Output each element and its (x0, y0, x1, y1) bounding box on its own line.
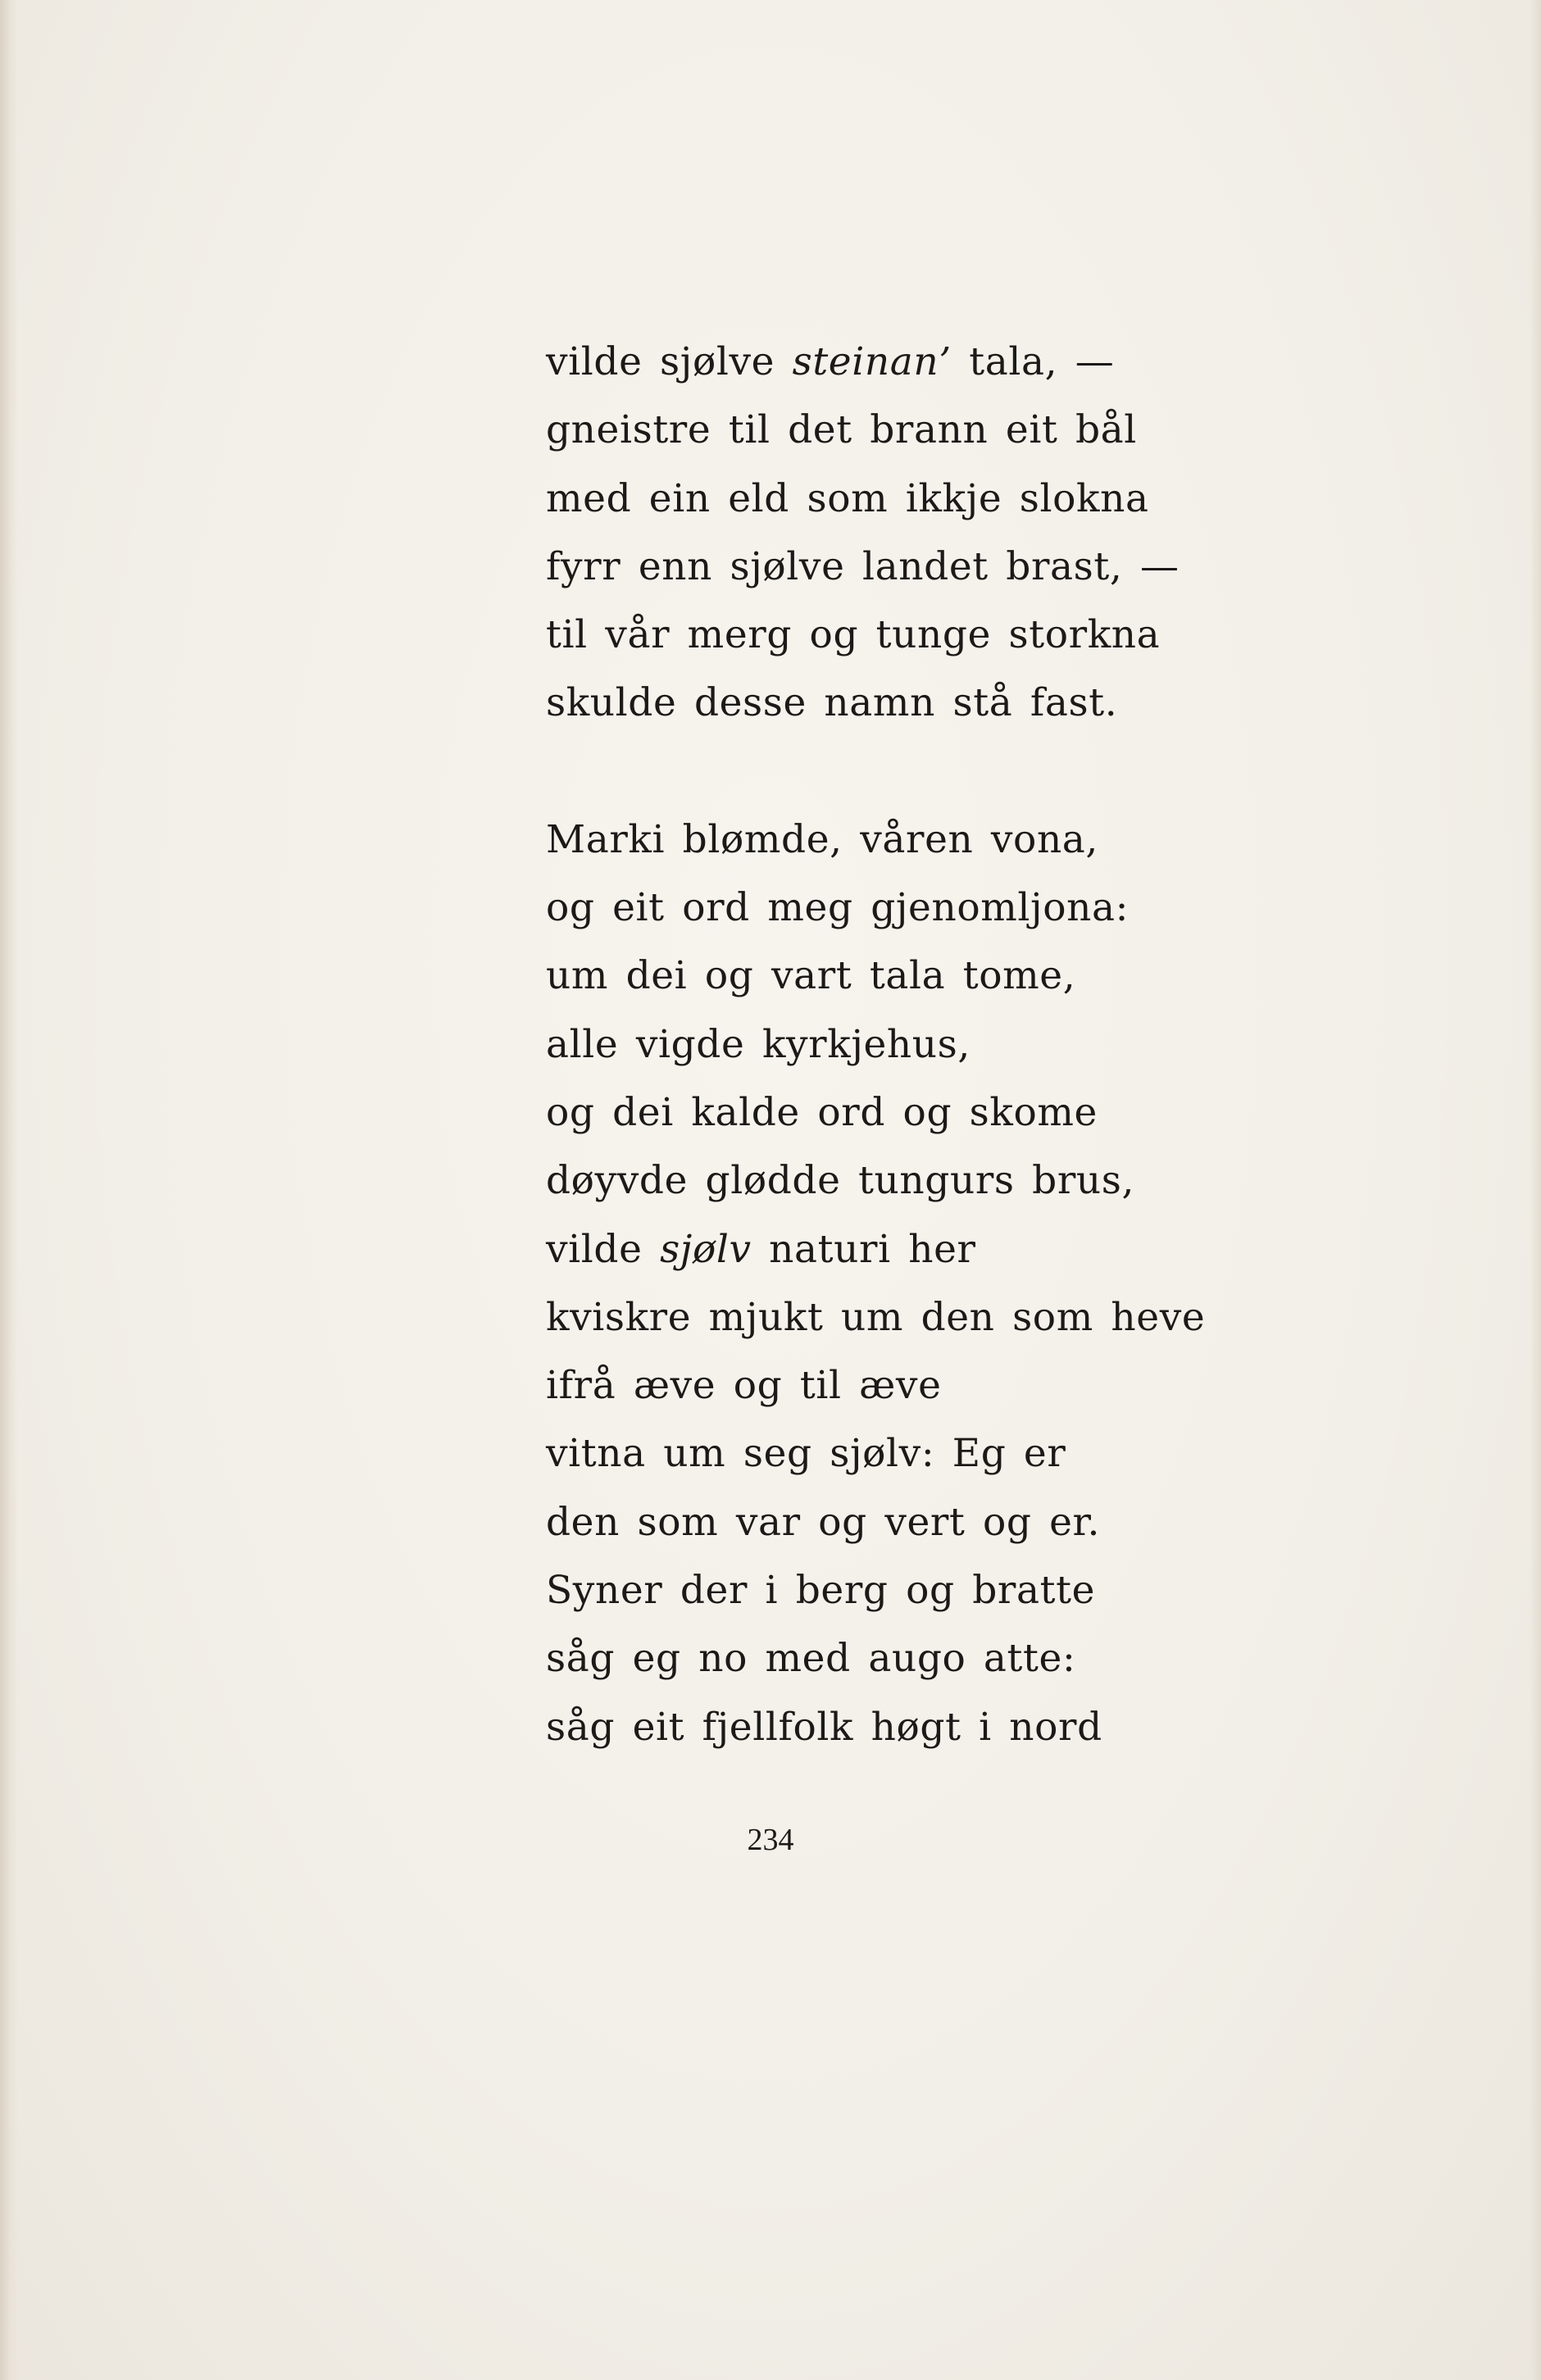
page-right-edge (1530, 0, 1541, 2380)
poem-line: med ein eld som ikkje slokna (546, 475, 1149, 521)
poem-line: vitna um seg sjølv: Eg er (546, 1431, 1066, 1477)
poem-line: um dei og vart tala tome, (546, 953, 1076, 999)
poem-line: og eit ord meg gjenomljona: (546, 885, 1130, 931)
poem-line: alle vigde kyrkjehus, (546, 1021, 971, 1067)
stanza-2 (546, 806, 1448, 1761)
poem-line: såg eit fjellfolk høgt i nord (546, 1704, 1102, 1750)
poem-line: Marki blømde, våren vona, (546, 816, 1098, 862)
poem-line: til vår merg og tunge storkna (546, 612, 1161, 658)
poem-line: Syner der i berg og bratte (546, 1568, 1096, 1614)
page-number: 234 (747, 1823, 794, 1857)
poem-line: vilde sjølv naturi her (546, 1226, 976, 1272)
poem-line: fyrr enn sjølve landet brast, — (546, 543, 1180, 589)
poem-line: gneistre til det brann eit bål (546, 407, 1137, 453)
poem-line: kviskre mjukt um den som heve (546, 1294, 1206, 1340)
poem-line: og dei kalde ord og skome (546, 1089, 1098, 1135)
emphasized-word: steinan’ (792, 339, 952, 384)
poem-line: ifrå æve og til æve (546, 1363, 942, 1409)
poem-text (546, 328, 1448, 1761)
page-left-edge (0, 0, 18, 2380)
poem-line: den som var og vert og er. (546, 1499, 1100, 1545)
emphasized-word: sjølv (660, 1226, 752, 1272)
poem-line: døyvde glødde tungurs brus, (546, 1158, 1135, 1204)
stanza-1 (546, 328, 1448, 738)
poem-line: vilde sjølve steinan’ tala, — (546, 339, 1115, 384)
poem-line: såg eg no med augo atte: (546, 1636, 1076, 1682)
poem-line: skulde desse namn stå fast. (546, 680, 1118, 726)
